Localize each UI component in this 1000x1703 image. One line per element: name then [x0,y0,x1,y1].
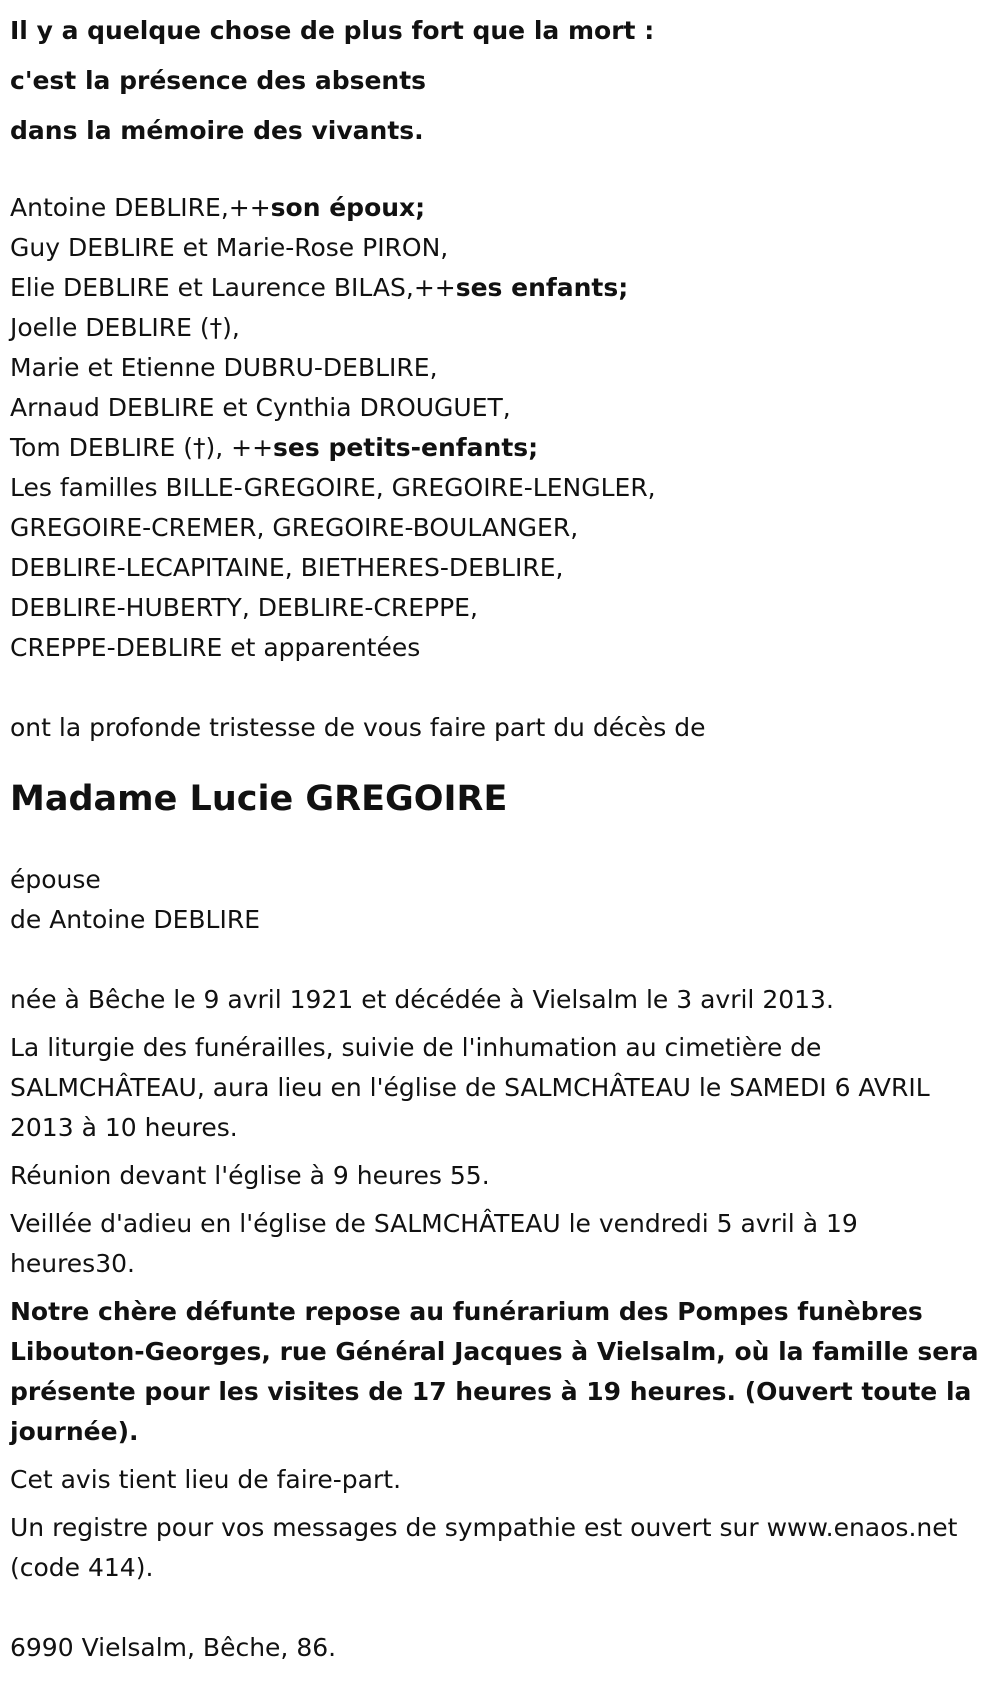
family-line: DEBLIRE-HUBERTY, DEBLIRE-CREPPE, [10,593,478,622]
epigraph-line: dans la mémoire des vivants. [10,116,424,145]
family-line: GREGOIRE-CREMER, GREGOIRE-BOULANGER, [10,513,579,542]
epigraph-line: c'est la présence des absents [10,66,427,95]
meeting-info: Réunion devant l'église à 9 heures 55. [10,1161,490,1190]
family-line [10,428,990,468]
family-line: CREPPE-DEBLIRE et apparentées [10,633,421,662]
family-line: Joelle DEBLIRE (†), [10,313,240,342]
spouse-line: épouse [10,865,101,894]
children-role: ses enfants; [455,273,629,302]
children-name: Elie DEBLIRE et Laurence BILAS,++ [10,273,456,302]
family-line [10,268,990,308]
liturgy-info: La liturgie des funérailles, suivie de l'inhumation au cimetière de SALMCHÂTEAU, aura lieu en l'église de SALMCHÂTEAU le SAMEDI 6 AVRIL 2013 à 10 heures. [10,1033,930,1142]
family-line: Guy DEBLIRE et Marie-Rose PIRON, [10,233,449,262]
epigraph-line: Il y a quelque chose de plus fort que la mort : [10,16,655,45]
family-line: Les familles BILLE-GREGOIRE, GREGOIRE-LENGLER, [10,473,656,502]
notice-text: Cet avis tient lieu de faire-part. [10,1465,402,1494]
family-line: DEBLIRE-LECAPITAINE, BIETHERES-DEBLIRE, [10,553,564,582]
family-line [10,188,990,228]
deceased-name: Madame Lucie GREGOIRE [10,779,508,819]
epigraph [10,6,990,156]
spouse-name: Antoine DEBLIRE,++ [10,193,271,222]
grandchild-name: Tom DEBLIRE (†), ++ [10,433,274,462]
grandchildren-role: ses petits-enfants; [273,433,539,462]
registry-info: Un registre pour vos messages de sympathie est ouvert sur www.enaos.net (code 414). [10,1513,958,1582]
spouse-role: son époux; [270,193,426,222]
address: 6990 Vielsalm, Bêche, 86. [10,1633,337,1662]
announcement-intro: ont la profonde tristesse de vous faire part du décès de [10,713,706,742]
family-list [10,188,990,668]
family-line: Marie et Etienne DUBRU-DEBLIRE, [10,353,438,382]
funeral-details [10,980,990,1588]
spouse-info [10,860,990,940]
vigil-info: Veillée d'adieu en l'église de SALMCHÂTEAU le vendredi 5 avril à 19 heures30. [10,1209,858,1278]
funeral-home-info: Notre chère défunte repose au funérarium des Pompes funèbres Libouton-Georges, rue Général Jacques à Vielsalm, où la famille sera présente pour les visites de 17 heures à 19 heures. (Ouvert toute la journée). [10,1297,979,1446]
spouse-line: de Antoine DEBLIRE [10,905,261,934]
family-line: Arnaud DEBLIRE et Cynthia DROUGUET, [10,393,511,422]
birth-death-dates: née à Bêche le 9 avril 1921 et décédée à Vielsalm le 3 avril 2013. [10,985,834,1014]
